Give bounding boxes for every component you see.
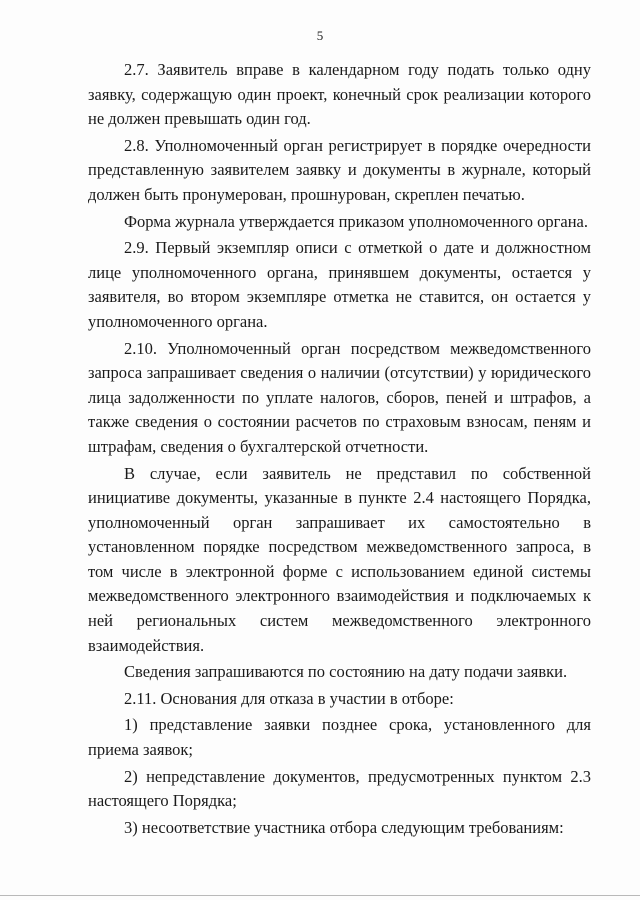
document-body xyxy=(88,58,591,842)
paragraph-initiative: В случае, если заявитель не представил по собственной инициативе документы, указанные в пункте 2.4 настоящего Порядка, уполномоченный орган запрашивает их самостоятельно в установленном порядке посредством межведомственного запроса, в том числе в электронной форме с использованием единой системы межведомственного электронного взаимодействия и подключаемых к ней региональных систем межведомственного электронного взаимодействия. xyxy=(88,463,591,655)
paragraph-2-7: 2.7. Заявитель вправе в календарном году подать только одну заявку, содержащую один проект, конечный срок реализации которого не должен превышать один год. xyxy=(88,60,591,129)
list-item-1: 1) представление заявки позднее срока, установленного для приема заявок; xyxy=(88,715,591,760)
page-number: 5 xyxy=(316,28,324,43)
paragraph-journal-form: Форма журнала утверждается приказом уполномоченного органа. xyxy=(124,211,588,231)
paragraph-2-9: 2.9. Первый экземпляр описи с отметкой о дате и должностном лице уполномоченного органа, принявшем документы, остается у заявителя, во втором экземпляре отметка не ставится, он остается у уполномоченного органа. xyxy=(88,238,591,331)
scan-edge-line xyxy=(0,895,640,896)
list-item-2: 2) непредставление документов, предусмотренных пунктом 2.3 настоящего Порядка; xyxy=(88,766,591,811)
list-item-3: 3) несоответствие участника отбора следующим требованиям: xyxy=(124,817,564,837)
paragraph-2-11: 2.11. Основания для отказа в участии в отборе: xyxy=(124,688,454,708)
paragraph-request-date: Сведения запрашиваются по состоянию на дату подачи заявки. xyxy=(124,662,568,682)
paragraph-2-10: 2.10. Уполномоченный орган посредством межведомственного запроса запрашивает сведения о наличии (отсутствии) у юридического лица задолженности по уплате налогов, сборов, пеней и штрафов, а также сведения о состоянии расчетов по страховым взносам, пеням и штрафам, сведения о бухгалтерской отчетности. xyxy=(88,338,591,456)
paragraph-2-8: 2.8. Уполномоченный орган регистрирует в порядке очередности представленную заявителем заявку и документы в журнале, который должен быть пронумерован, прошнурован, скреплен печатью. xyxy=(88,135,591,204)
